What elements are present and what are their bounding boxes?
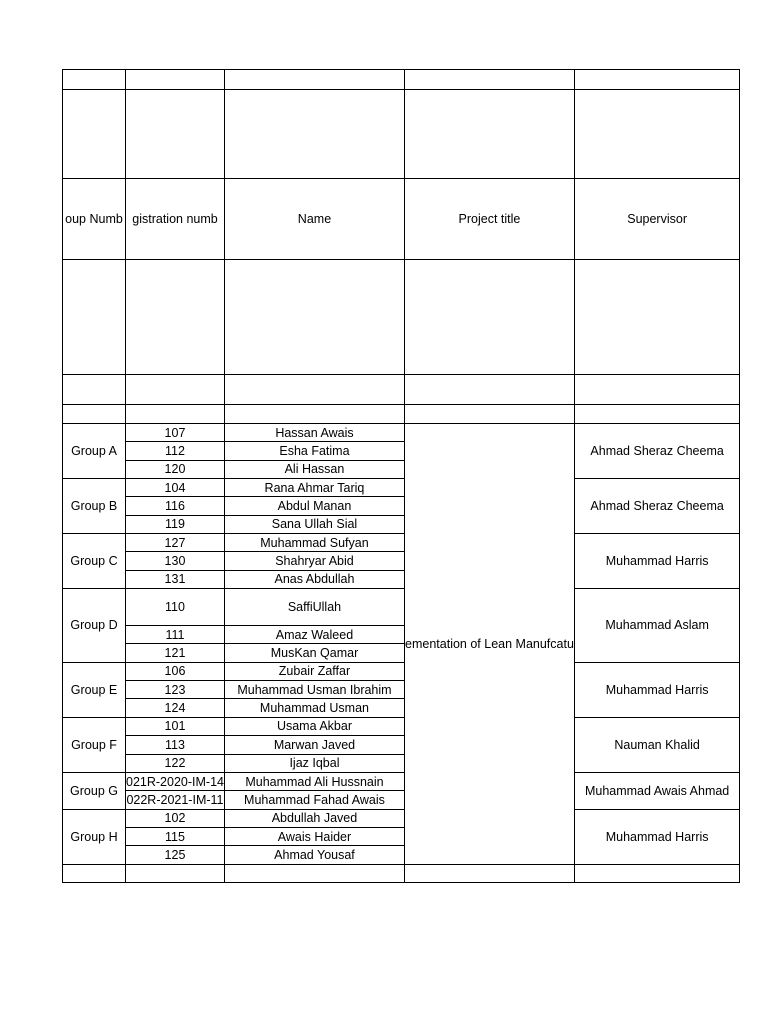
member-name: Muhammad Usman (224, 699, 404, 717)
table-row (63, 772, 740, 790)
supervisor-name: Muhammad Harris (574, 662, 739, 717)
cell (574, 70, 739, 90)
cell (574, 375, 739, 405)
supervisor-name: Muhammad Harris (574, 809, 739, 864)
cell (63, 864, 126, 882)
member-name: Abdul Manan (224, 497, 404, 515)
header-supervisor: Supervisor (574, 179, 739, 260)
group-label: Group C (63, 534, 126, 589)
cell (224, 90, 404, 179)
supervisor-name: Muhammad Harris (574, 534, 739, 589)
cell (224, 405, 404, 424)
blank-row (63, 260, 740, 375)
registration-number: 121 (126, 644, 225, 662)
blank-row (63, 864, 740, 882)
registration-number: 127 (126, 534, 225, 552)
cell (224, 375, 404, 405)
group-label: Group A (63, 424, 126, 479)
member-name: Ijaz Iqbal (224, 754, 404, 772)
cell (574, 260, 739, 375)
member-name: Abdullah Javed (224, 809, 404, 827)
table-row (63, 479, 740, 497)
table-row (63, 424, 740, 442)
cell (404, 90, 574, 179)
registration-number: 022R-2021-IM-11 (126, 791, 225, 809)
cell (574, 405, 739, 424)
member-name: MusKan Qamar (224, 644, 404, 662)
member-name: Esha Fatima (224, 442, 404, 460)
group-project-table (62, 69, 740, 883)
cell (126, 90, 225, 179)
supervisor-name: Muhammad Awais Ahmad (574, 772, 739, 809)
registration-number: 021R-2020-IM-14 (126, 772, 225, 790)
member-name: Marwan Javed (224, 736, 404, 754)
member-name: Anas Abdullah (224, 570, 404, 588)
cell (404, 864, 574, 882)
table-row (63, 534, 740, 552)
blank-row (63, 90, 740, 179)
member-name: Zubair Zaffar (224, 662, 404, 680)
project-title: ementation of Lean Manufcatu (405, 637, 574, 652)
member-name: Ahmad Yousaf (224, 846, 404, 864)
cell (126, 405, 225, 424)
cell (224, 70, 404, 90)
registration-number: 125 (126, 846, 225, 864)
cell (126, 260, 225, 375)
registration-number: 110 (126, 589, 225, 626)
registration-number: 123 (126, 681, 225, 699)
registration-number: 116 (126, 497, 225, 515)
blank-row (63, 70, 740, 90)
member-name: Rana Ahmar Tariq (224, 479, 404, 497)
cell (63, 90, 126, 179)
group-label: Group F (63, 717, 126, 772)
cell (126, 375, 225, 405)
member-name: Sana Ullah Sial (224, 515, 404, 533)
registration-number: 130 (126, 552, 225, 570)
member-name: Hassan Awais (224, 424, 404, 442)
member-name: SaffiUllah (224, 589, 404, 626)
group-label: Group D (63, 589, 126, 663)
registration-number: 122 (126, 754, 225, 772)
table-row (63, 717, 740, 735)
header-row (63, 179, 740, 260)
table-row (63, 662, 740, 680)
member-name: Awais Haider (224, 827, 404, 845)
table-row (63, 809, 740, 827)
supervisor-name: Ahmad Sheraz Cheema (574, 424, 739, 479)
member-name: Muhammad Fahad Awais (224, 791, 404, 809)
blank-row (63, 405, 740, 424)
table-row (63, 589, 740, 626)
cell (404, 260, 574, 375)
supervisor-name: Nauman Khalid (574, 717, 739, 772)
cell (224, 864, 404, 882)
header-project-title: Project title (404, 179, 574, 260)
registration-number: 112 (126, 442, 225, 460)
cell (224, 260, 404, 375)
supervisor-name: Ahmad Sheraz Cheema (574, 479, 739, 534)
group-label: Group G (63, 772, 126, 809)
header-group-number: oup Numb (63, 179, 126, 260)
group-label: Group E (63, 662, 126, 717)
registration-number: 101 (126, 717, 225, 735)
cell (63, 405, 126, 424)
cell (404, 70, 574, 90)
member-name: Ali Hassan (224, 460, 404, 478)
member-name: Shahryar Abid (224, 552, 404, 570)
supervisor-name: Muhammad Aslam (574, 589, 739, 663)
cell (63, 260, 126, 375)
registration-number: 119 (126, 515, 225, 533)
header-name: Name (224, 179, 404, 260)
registration-number: 111 (126, 626, 225, 644)
project-title-cell (404, 424, 574, 865)
cell (404, 405, 574, 424)
member-name: Muhammad Usman Ibrahim (224, 681, 404, 699)
registration-number: 120 (126, 460, 225, 478)
registration-number: 115 (126, 827, 225, 845)
registration-number: 104 (126, 479, 225, 497)
registration-number: 124 (126, 699, 225, 717)
registration-number: 106 (126, 662, 225, 680)
group-label: Group B (63, 479, 126, 534)
blank-row (63, 375, 740, 405)
member-name: Muhammad Ali Hussnain (224, 772, 404, 790)
cell (126, 70, 225, 90)
cell (574, 90, 739, 179)
cell (63, 70, 126, 90)
member-name: Amaz Waleed (224, 626, 404, 644)
member-name: Usama Akbar (224, 717, 404, 735)
registration-number: 131 (126, 570, 225, 588)
cell (63, 375, 126, 405)
group-label: Group H (63, 809, 126, 864)
header-registration-number: gistration numb (126, 179, 225, 260)
cell (126, 864, 225, 882)
registration-number: 102 (126, 809, 225, 827)
registration-number: 107 (126, 424, 225, 442)
cell (574, 864, 739, 882)
member-name: Muhammad Sufyan (224, 534, 404, 552)
registration-number: 113 (126, 736, 225, 754)
cell (404, 375, 574, 405)
